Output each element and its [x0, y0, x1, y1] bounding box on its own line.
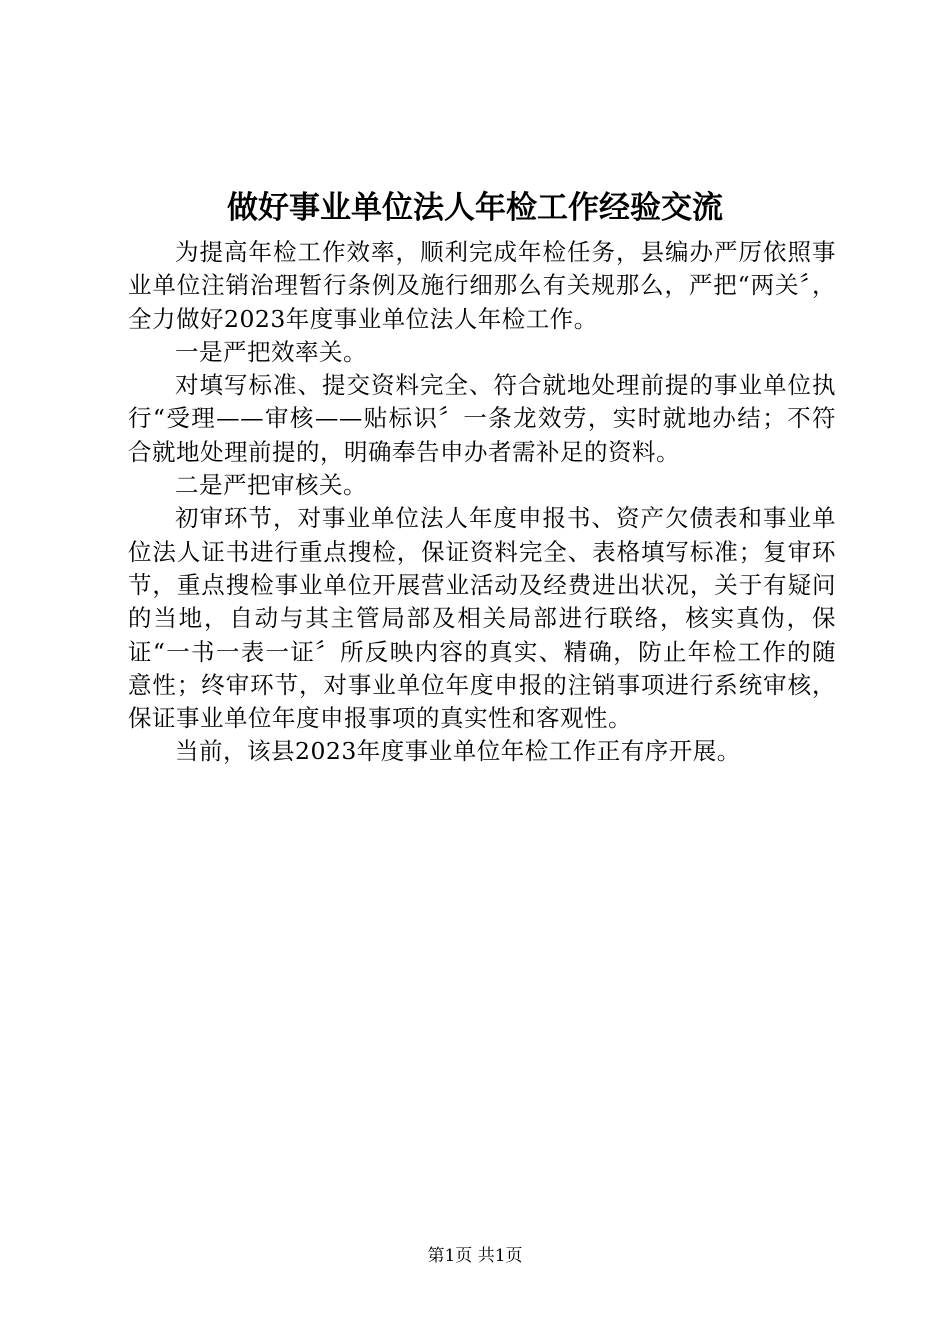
paragraph-heading-review: 二是严把审核关。: [175, 471, 367, 500]
document-title: 做好事业单位法人年检工作经验交流: [227, 190, 723, 226]
paragraph-review: 初审环节，对事业单位法人年度申报书、资产欠债表和事业单位法人证书进行重点搜检，保证资料完全、表格填写标准；复审环节，重点搜检事业单位开展营业活动及经费进出状况，关于有疑问的当地，自动与其主管局部及相关局部进行联络，核实真伪，保证“一书一表一证〞所反映内容的真实、精确，防止年检工作的随意性；终审环节，对事业单位年度申报的注销事项进行系统审核，保证事业单位年度申报事项的真实性和客观性。: [128, 504, 836, 733]
page-number-footer: 第1页 共1页: [427, 1246, 523, 1266]
document-body: [128, 236, 836, 769]
paragraph-heading-efficiency: 一是严把效率关。: [175, 337, 367, 366]
paragraph-conclusion: 当前，该县2023年度事业单位年检工作正有序开展。: [175, 737, 741, 766]
paragraph-efficiency: 对填写标准、提交资料完全、符合就地处理前提的事业单位执行“受理——审核——贴标识〞一条龙效劳，实时就地办结；不符合就地处理前提的，明确奉告申办者需补足的资料。: [128, 371, 836, 466]
paragraph-intro: 为提高年检工作效率，顺利完成年检任务，县编办严厉依照事业单位注销治理暂行条例及施行细那么有关规那么，严把“两关〞，全力做好2023年度事业单位法人年检工作。: [128, 238, 836, 333]
